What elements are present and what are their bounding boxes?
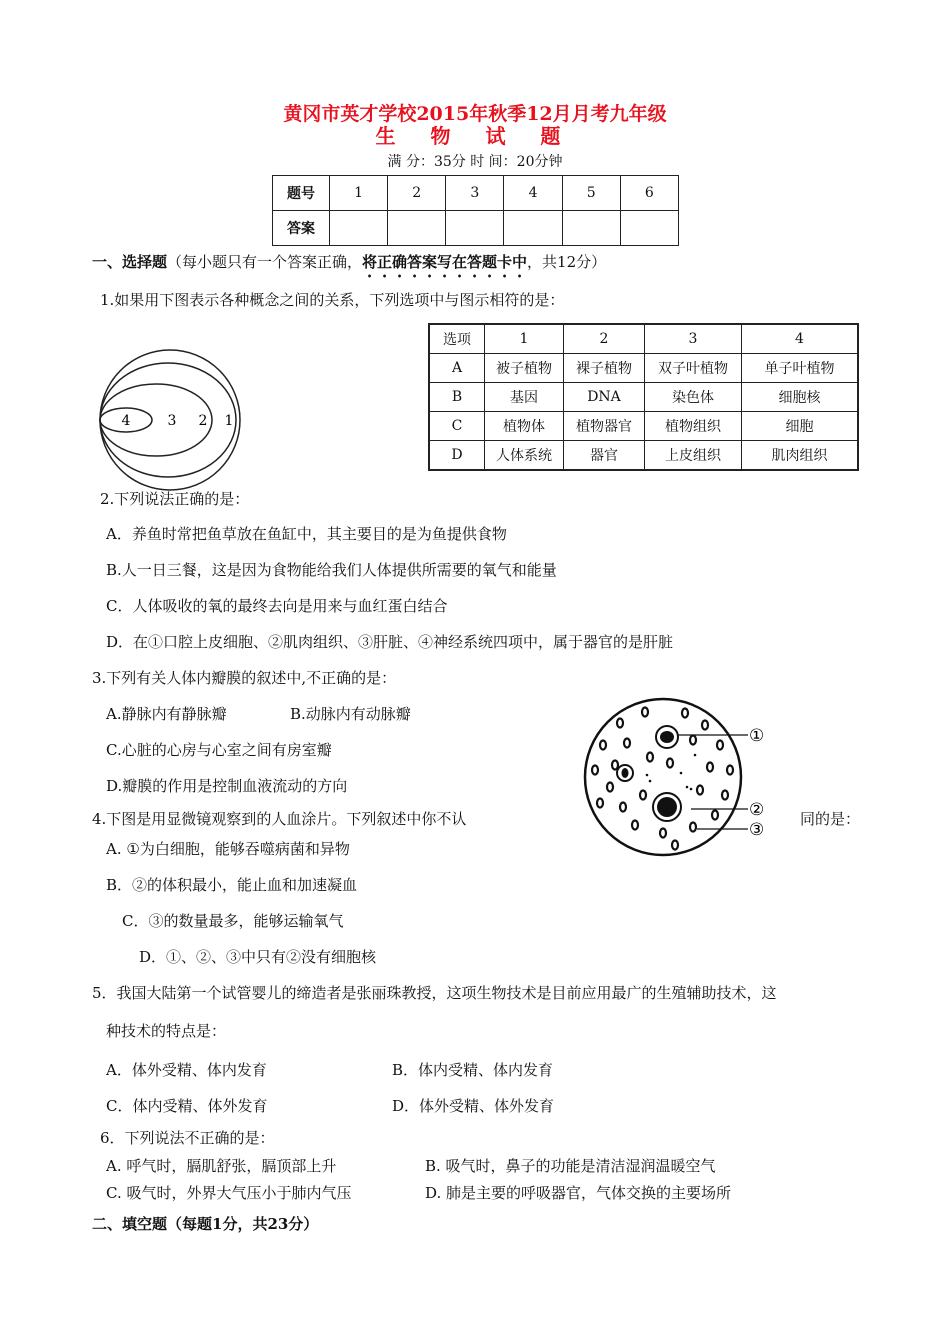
exam-info: 满 分：35分 时 间：20分钟 [387, 154, 563, 170]
q4-option-b: B．②的体积最小，能止血和加速凝血 [106, 876, 358, 894]
table-cell: 单子叶植物 [742, 354, 859, 383]
section1-note-emphasis: 将正确答案写在答题卡中 [362, 253, 528, 271]
table-cell: B [429, 383, 485, 412]
q5-option-c: C．体内受精、体外发育 [106, 1097, 268, 1115]
table-cell: 被子植物 [485, 354, 564, 383]
figure-label: ③ [749, 820, 765, 840]
q5-stem-a: 5．我国大陆第一个试管婴儿的缔造者是张丽珠教授，这项生物技术是目前应用最广的生殖辅助技术，这 [92, 984, 777, 1002]
table-cell: 植物组织 [645, 412, 742, 441]
section2-heading: 二、填空题（每题1分，共23分） [92, 1215, 319, 1233]
table-row [429, 412, 858, 441]
table-cell: 染色体 [645, 383, 742, 412]
q3-option-a: A.静脉内有静脉瓣 [106, 705, 227, 723]
answer-cell[interactable] [620, 211, 678, 246]
q3-option-b: B.动脉内有动脉瓣 [290, 705, 411, 723]
section1-heading-line [92, 252, 606, 281]
table-cell: 植物器官 [564, 412, 645, 441]
table-cell: 基因 [485, 383, 564, 412]
concept-options-table [428, 323, 859, 471]
exam-title: 黄冈市英才学校2015年秋季12月月考九年级 [283, 103, 667, 125]
table-cell: 植物体 [485, 412, 564, 441]
q6-option-d: D. 肺是主要的呼吸器官，气体交换的主要场所 [425, 1184, 732, 1202]
table-cell: A [429, 354, 485, 383]
q5-option-b: B．体内受精、体内发育 [392, 1061, 554, 1079]
blood-smear-figure [575, 695, 815, 860]
table-cell: D [429, 441, 485, 471]
concept-diagram [98, 340, 248, 500]
table-cell: 双子叶植物 [645, 354, 742, 383]
concept-label: 3 [167, 413, 177, 429]
q2-stem: 2.下列说法正确的是： [100, 490, 250, 508]
q3-stem: 3.下列有关人体内瓣膜的叙述中,不正确的是： [92, 669, 397, 687]
table-header-cell: 4 [742, 324, 859, 354]
answer-table-number: 3 [446, 176, 504, 211]
concept-label: 2 [198, 413, 208, 429]
table-cell: DNA [564, 383, 645, 412]
concept-label: 4 [121, 413, 131, 429]
q4-stem-a: 4.下图是用显微镜观察到的人血涂片。下列叙述中你不认 [92, 810, 467, 828]
section1-heading: 一、选择题 [92, 253, 168, 271]
answer-cell[interactable] [330, 211, 388, 246]
q6-option-a: A. 呼气时，膈肌舒张，膈顶部上升 [106, 1157, 337, 1175]
concept-ellipse-3 [100, 384, 212, 456]
q2-option-a: A．养鱼时常把鱼草放在鱼缸中，其主要目的是为鱼提供食物 [106, 525, 507, 543]
exam-subject: 生 物 试 题 [375, 124, 575, 148]
q5-option-d: D．体外受精、体外发育 [392, 1097, 555, 1115]
answer-table-row-label: 答案 [273, 211, 330, 246]
table-cell: 人体系统 [485, 441, 564, 471]
table-row [429, 324, 858, 354]
microscope-field [585, 699, 741, 855]
q6-stem: 6．下列说法不正确的是： [100, 1129, 275, 1147]
q2-option-c: C．人体吸收的氧的最终去向是用来与血红蛋白结合 [106, 597, 448, 615]
concept-label: 1 [224, 413, 234, 429]
q5-option-a: A．体外受精、体内发育 [106, 1061, 267, 1079]
answer-table-number: 6 [620, 176, 678, 211]
answer-table-number: 4 [504, 176, 562, 211]
q6-option-b: B. 吸气时，鼻子的功能是清洁湿润温暖空气 [425, 1157, 716, 1175]
answer-table-number: 5 [562, 176, 620, 211]
table-header-cell: 2 [564, 324, 645, 354]
table-cell: 细胞 [742, 412, 859, 441]
q5-stem-b: 种技术的特点是： [106, 1022, 227, 1040]
table-header-cell: 1 [485, 324, 564, 354]
section1-note-c: ，共12分） [527, 253, 607, 271]
section1-note-a: （每小题只有一个答案正确， [167, 253, 363, 271]
table-header-cell: 选项 [429, 324, 485, 354]
answer-cell[interactable] [562, 211, 620, 246]
table-cell: 器官 [564, 441, 645, 471]
q4-option-c: C．③的数量最多，能够运输氧气 [122, 912, 344, 930]
answer-cell[interactable] [446, 211, 504, 246]
q2-option-d: D．在①口腔上皮细胞、②肌肉组织、③肝脏、④神经系统四项中，属于器官的是肝脏 [106, 633, 674, 651]
figure-label: ① [749, 726, 765, 746]
answer-cell[interactable] [504, 211, 562, 246]
answer-cell[interactable] [388, 211, 446, 246]
answer-table [272, 175, 679, 246]
answer-table-number: 1 [330, 176, 388, 211]
q3-option-c: C.心脏的心房与心室之间有房室瓣 [106, 741, 332, 759]
table-cell: 上皮组织 [645, 441, 742, 471]
q4-option-d: D．①、②、③中只有②没有细胞核 [139, 948, 377, 966]
table-row [429, 383, 858, 412]
q3-option-d: D.瓣膜的作用是控制血液流动的方向 [106, 777, 348, 795]
table-cell: C [429, 412, 485, 441]
q4-stem-b: 同的是： [800, 810, 861, 828]
figure-label: ② [749, 800, 765, 820]
answer-table-row-label: 题号 [273, 176, 330, 211]
table-row [429, 441, 858, 471]
q2-option-b: B.人一日三餐，这是因为食物能给我们人体提供所需要的氧气和能量 [106, 561, 557, 579]
table-header-cell: 3 [645, 324, 742, 354]
q1-stem: 1.如果用下图表示各种概念之间的关系，下列选项中与图示相符的是： [100, 291, 565, 309]
answer-table-number: 2 [388, 176, 446, 211]
table-cell: 肌肉组织 [742, 441, 859, 471]
table-cell: 裸子植物 [564, 354, 645, 383]
q4-option-a: A. ①为白细胞，能够吞噬病菌和异物 [106, 840, 350, 858]
q6-option-c: C. 吸气时，外界大气压小于肺内气压 [106, 1184, 352, 1202]
table-row [429, 354, 858, 383]
table-cell: 细胞核 [742, 383, 859, 412]
